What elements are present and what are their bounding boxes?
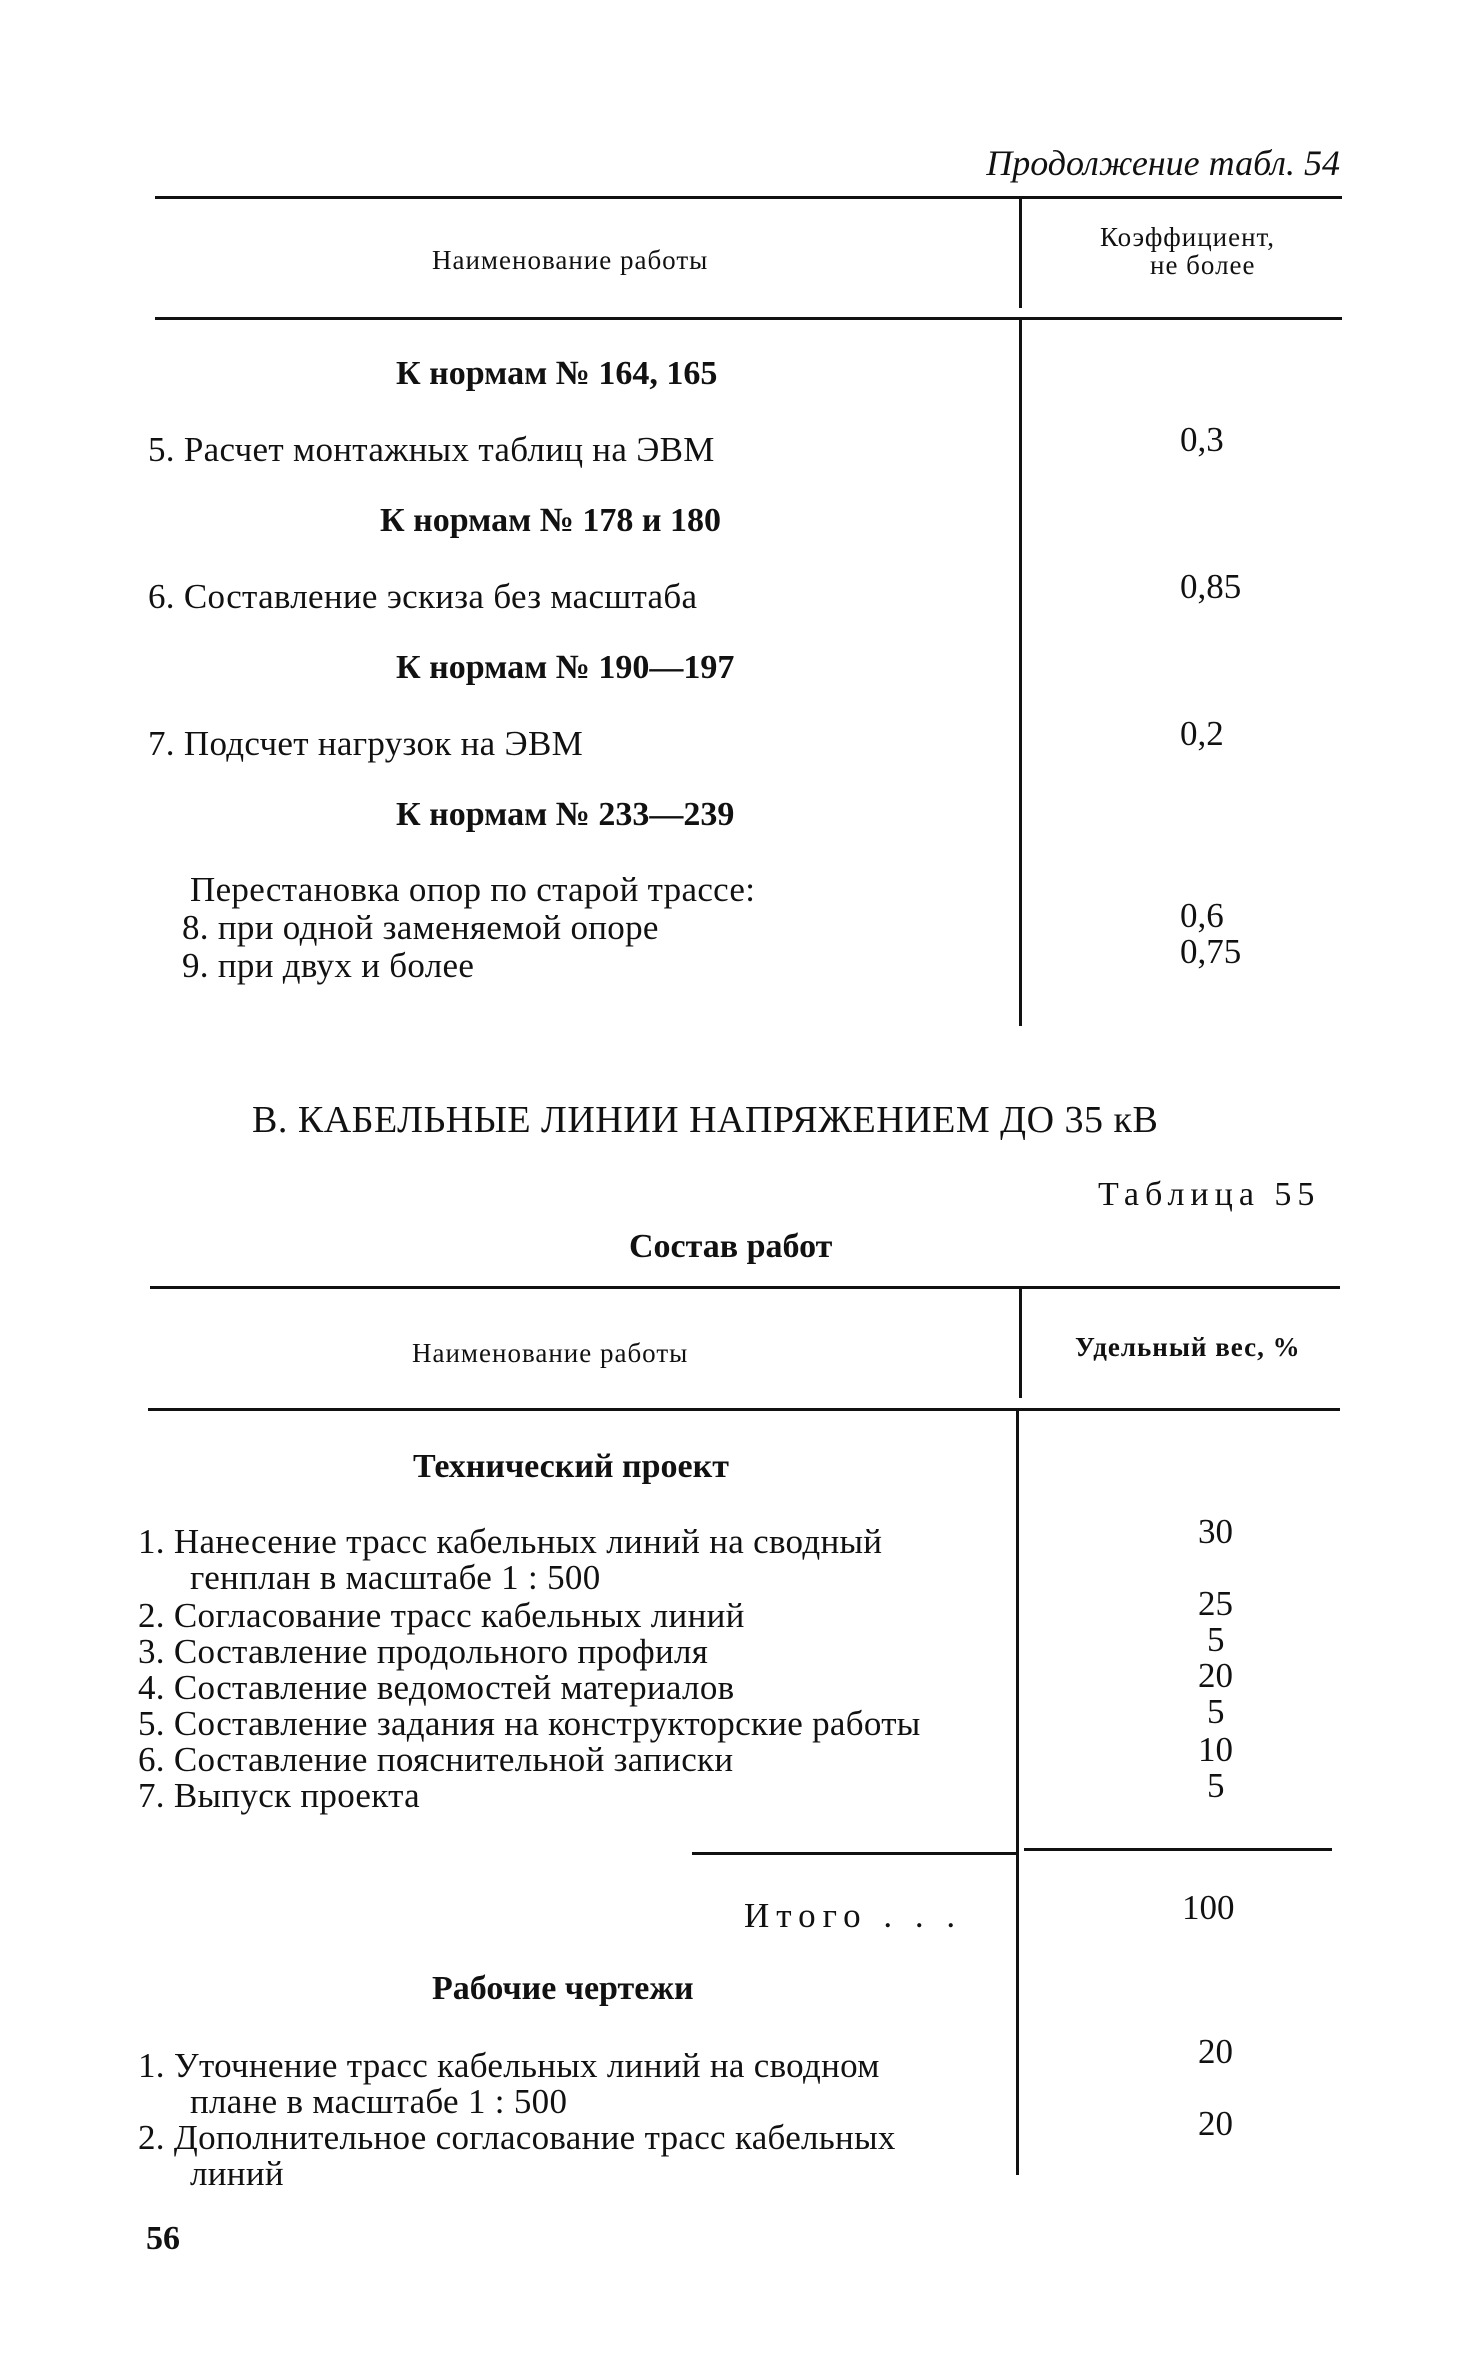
table55-total-label: Итого . . .: [744, 1896, 963, 1935]
table55-header-divider: [1019, 1288, 1022, 1398]
table55-tech-row-value: 30: [1198, 1512, 1233, 1551]
table54-header-divider: [1019, 198, 1022, 308]
table55-tech-row-line2: генплан в масштабе 1 : 500: [190, 1558, 601, 1597]
table55-tech-row-value: 10: [1198, 1730, 1233, 1769]
table55-work-row-line2: плане в масштабе 1 : 500: [190, 2082, 568, 2121]
table55-total-rule-left: [692, 1852, 1018, 1855]
table55-tech-row-line1: 4. Составление ведомостей материалов: [138, 1668, 735, 1707]
table54-row-value: 0,85: [1180, 567, 1242, 606]
table55-tech-row-line1: 3. Составление продольного профиля: [138, 1632, 709, 1671]
table54-row-label: 7. Подсчет нагрузок на ЭВМ: [148, 724, 584, 763]
table54-row-label: 6. Составление эскиза без масштаба: [148, 577, 698, 616]
table55-tech-row-line1: 2. Согласование трасс кабельных линий: [138, 1596, 745, 1635]
table55-body-divider: [1016, 1410, 1019, 2175]
continuation-label: Продолжение табл. 54: [986, 143, 1340, 183]
table54-col-work-header: Наименование работы: [432, 245, 709, 275]
table55-tech-row-value: 5: [1207, 1692, 1225, 1731]
table54-row-value: 0,75: [1180, 932, 1242, 971]
table54-group-heading: К нормам № 190—197: [396, 649, 735, 686]
table55-total-rule-right: [1024, 1848, 1332, 1851]
table55-caption: Состав работ: [629, 1228, 833, 1265]
table55-tech-row-line1: 6. Составление пояснительной записки: [138, 1740, 734, 1779]
table55-work-row-value: 20: [1198, 2104, 1233, 2143]
table55-col-weight-header: Удельный вес, %: [1075, 1332, 1301, 1362]
table55-tech-row-line1: 5. Составление задания на конструкторские работы: [138, 1704, 921, 1743]
table54-col-coef-header-line2: не более: [1150, 250, 1256, 280]
table54-row-label: 8. при одной заменяемой опоре: [182, 908, 659, 947]
table54-body-divider: [1019, 318, 1022, 1026]
table55-tech-row-value: 5: [1207, 1620, 1225, 1659]
section-title: В. КАБЕЛЬНЫЕ ЛИНИИ НАПРЯЖЕНИЕМ ДО 35 кВ: [252, 1099, 1159, 1141]
table54-row-value: 0,6: [1180, 896, 1224, 935]
table54-col-coef-header-line1: Коэффициент,: [1100, 222, 1276, 252]
table55-number: Таблица 55: [1098, 1176, 1321, 1213]
table54-row-label: 5. Расчет монтажных таблиц на ЭВМ: [148, 430, 715, 469]
table55-work-heading: Рабочие чертежи: [432, 1970, 694, 2007]
table55-tech-row-value: 25: [1198, 1584, 1233, 1623]
table55-header-rule: [148, 1408, 1340, 1411]
table54-row-label: 9. при двух и более: [182, 946, 475, 985]
table55-work-row-line1: 2. Дополнительное согласование трасс кабельных: [138, 2118, 896, 2157]
table54-group-heading: К нормам № 233—239: [396, 796, 735, 833]
table55-tech-row-value: 20: [1198, 1656, 1233, 1695]
table55-total-value: 100: [1182, 1888, 1235, 1927]
table54-group-heading: К нормам № 164, 165: [396, 355, 718, 392]
table55-tech-row-line1: 1. Нанесение трасс кабельных линий на сводный: [138, 1522, 883, 1561]
table54-group-heading: К нормам № 178 и 180: [380, 502, 721, 539]
table55-work-row-line2: линий: [190, 2154, 284, 2193]
table55-tech-row-value: 5: [1207, 1766, 1225, 1805]
page-number: 56: [146, 2220, 180, 2257]
table54-header-rule: [155, 317, 1342, 320]
table55-top-rule: [150, 1286, 1340, 1289]
table54-row-value: 0,2: [1180, 714, 1224, 753]
table54-group-intro: Перестановка опор по старой трассе:: [190, 870, 756, 909]
table55-work-row-line1: 1. Уточнение трасс кабельных линий на сводном: [138, 2046, 880, 2085]
table54-row-value: 0,3: [1180, 420, 1224, 459]
table54-top-rule: [155, 196, 1342, 199]
table55-col-work-header: Наименование работы: [412, 1338, 689, 1368]
table55-work-row-value: 20: [1198, 2032, 1233, 2071]
table55-tech-heading: Технический проект: [413, 1448, 729, 1485]
table55-tech-row-line1: 7. Выпуск проекта: [138, 1776, 420, 1815]
